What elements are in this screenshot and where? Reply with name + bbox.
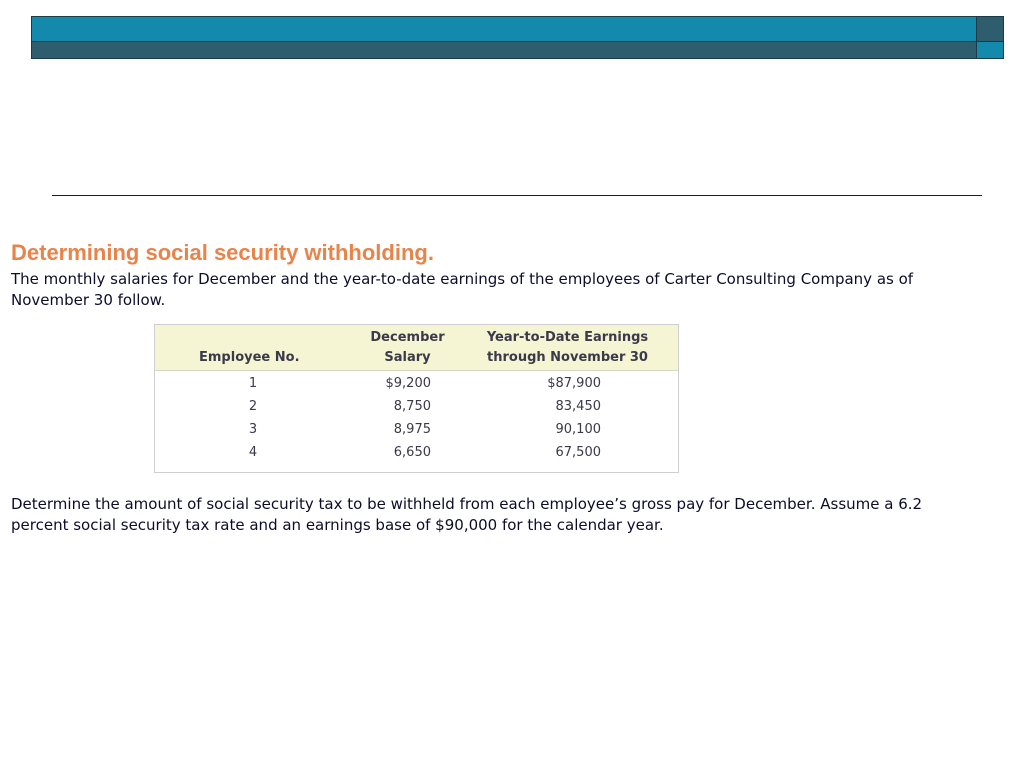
table-row <box>155 441 678 464</box>
employee-number: 2 <box>248 399 258 414</box>
table-header <box>155 325 678 371</box>
table-row <box>155 372 678 395</box>
ytd-earnings: 83,450 <box>555 399 601 414</box>
header-salary-line1: December <box>370 330 445 345</box>
header-ytd-earnings <box>485 328 650 368</box>
employee-number: 4 <box>248 445 258 460</box>
slide-heading: Determining social security withholding. <box>11 240 434 265</box>
header-employee-no: Employee No. <box>199 350 300 365</box>
title-divider <box>52 195 982 196</box>
december-salary: 8,750 <box>393 399 431 414</box>
earnings-table <box>154 324 679 473</box>
table-row <box>155 418 678 441</box>
header-ytd-line1: Year-to-Date Earnings <box>486 330 649 345</box>
employee-number: 1 <box>248 376 258 391</box>
header-bar-bottom <box>31 42 977 59</box>
intro-paragraph: The monthly salaries for December and the year-to-date earnings of the employees of Carter Consulting Company as of November 30 follow. <box>11 270 914 309</box>
header-square-top <box>977 16 1004 42</box>
header-bar-top <box>31 16 977 42</box>
december-salary: 6,650 <box>393 445 431 460</box>
ytd-earnings: 67,500 <box>555 445 601 460</box>
question-paragraph: Determine the amount of social security tax to be withheld from each employee’s gross pay for December. Assume a 6.2 percent social security tax rate and an earnings base of $90,000 for the calendar year. <box>11 495 923 534</box>
header-december-salary <box>360 328 455 368</box>
december-salary: 8,975 <box>393 422 431 437</box>
employee-number: 3 <box>248 422 258 437</box>
ytd-earnings: $87,900 <box>547 376 601 391</box>
header-square-bottom <box>977 42 1004 59</box>
header-salary-line2: Salary <box>384 350 431 365</box>
header-ytd-line2: through November 30 <box>487 350 648 365</box>
ytd-earnings: 90,100 <box>555 422 601 437</box>
table-row <box>155 395 678 418</box>
december-salary: $9,200 <box>385 376 431 391</box>
